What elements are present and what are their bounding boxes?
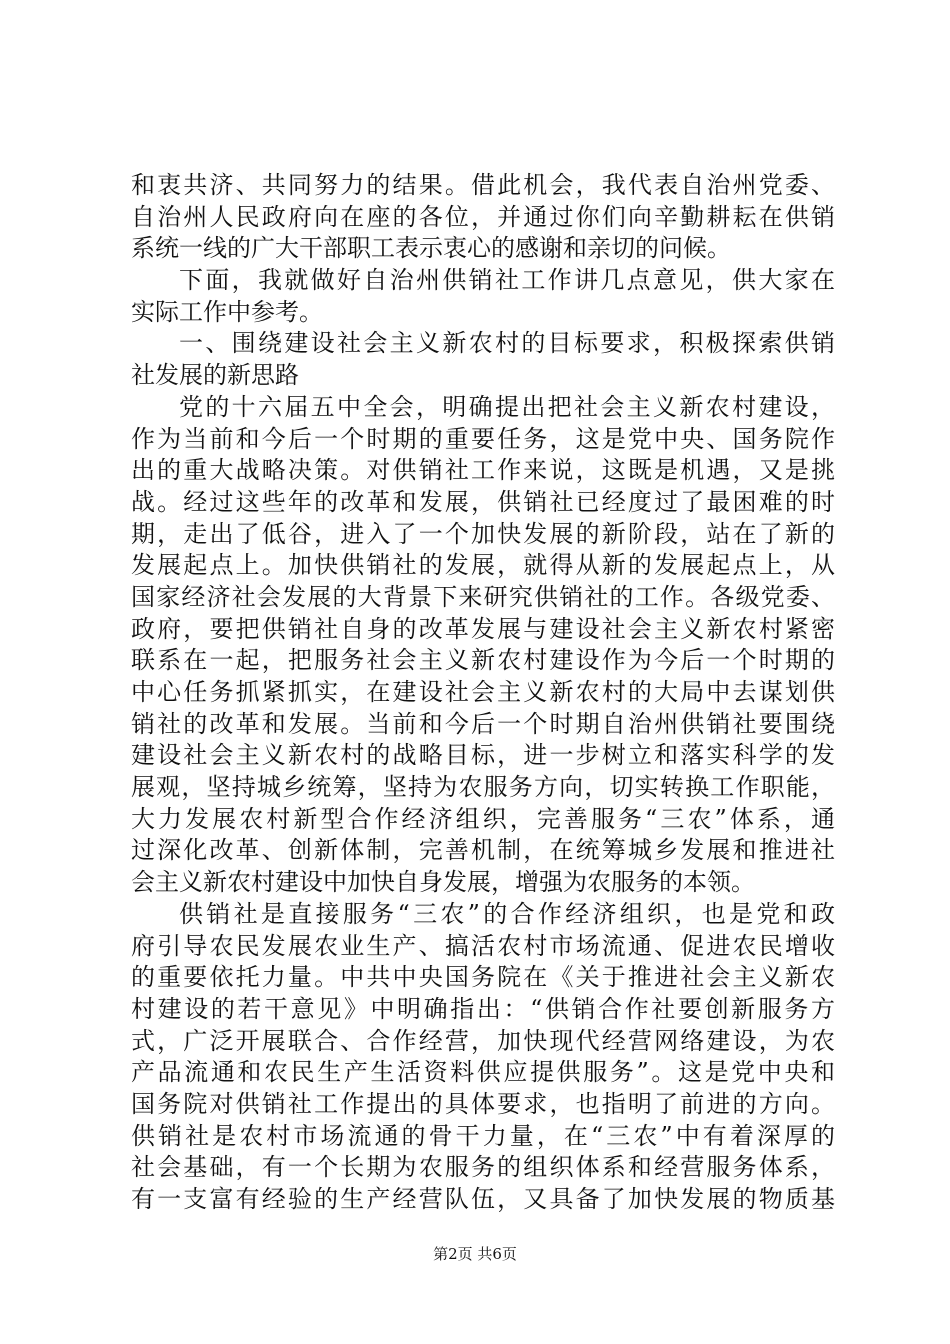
text-line: 村建设的若干意见》中明确指出：“供销合作社要创新服务方: [131, 994, 835, 1023]
text-line: 的重要依托力量。中共中央国务院在《关于推进社会主义新农: [131, 963, 835, 992]
text-line: 和衷共济、共同努力的结果。借此机会，我代表自治州党委、: [131, 171, 835, 199]
text-line: 实际工作中参考。: [131, 297, 323, 326]
text-line: 系统一线的广大干部职工表示衷心的感谢和亲切的问候。: [131, 234, 731, 263]
text-line: 出的重大战略决策。对供销社工作来说，这既是机遇，又是挑: [131, 456, 835, 485]
text-line: 社会基础，有一个长期为农服务的组织体系和经营服务体系，: [131, 1153, 835, 1182]
text-line: 府引导农民发展农业生产、搞活农村市场流通、促进农民增收: [131, 931, 835, 960]
text-line: 供销社是农村市场流通的骨干力量，在“三农”中有着深厚的: [131, 1121, 835, 1150]
text-line: 政府，要把供销社自身的改革发展与建设社会主义新农村紧密: [131, 614, 835, 643]
text-line: 联系在一起，把服务社会主义新农村建设作为今后一个时期的: [131, 646, 835, 675]
text-line: 战。经过这些年的改革和发展，供销社已经度过了最困难的时: [131, 487, 835, 516]
text-line: 供销社是直接服务“三农”的合作经济组织，也是党和政: [179, 899, 835, 928]
text-line: 销社的改革和发展。当前和今后一个时期自治州供销社要围绕: [131, 709, 835, 738]
text-line: 有一支富有经验的生产经营队伍，又具备了加快发展的物质基: [131, 1185, 835, 1213]
text-line: 自治州人民政府向在座的各位，并通过你们向辛勤耕耘在供销: [131, 202, 835, 231]
text-line: 大力发展农村新型合作经济组织，完善服务“三农”体系，通: [131, 804, 835, 833]
text-line: 中心任务抓紧抓实，在建设社会主义新农村的大局中去谋划供: [131, 678, 835, 706]
text-line: 社发展的新思路: [131, 361, 299, 390]
text-line: 建设社会主义新农村的战略目标，进一步树立和落实科学的发: [131, 741, 835, 770]
text-line: 式，广泛开展联合、合作经营，加快现代经营网络建设，为农: [131, 1026, 835, 1055]
document-body: [131, 170, 835, 1216]
text-line: 过深化改革、创新体制，完善机制，在统筹城乡发展和推进社: [131, 836, 835, 865]
text-line: 展观，坚持城乡统筹，坚持为农服务方向，切实转换工作职能，: [131, 773, 835, 802]
text-line: 产品流通和农民生产生活资料供应提供服务”。这是党中央和: [131, 1058, 835, 1087]
text-line: 期，走出了低谷，进入了一个加快发展的新阶段，站在了新的: [131, 519, 835, 548]
text-line: 发展起点上。加快供销社的发展，就得从新的发展起点上，从: [131, 551, 835, 580]
text-line: 国务院对供销社工作提出的具体要求，也指明了前进的方向。: [131, 1089, 835, 1118]
text-line: 下面，我就做好自治州供销社工作讲几点意见，供大家在: [179, 266, 835, 295]
text-line: 会主义新农村建设中加快自身发展，增强为农服务的本领。: [131, 868, 755, 897]
text-line: 国家经济社会发展的大背景下来研究供销社的工作。各级党委、: [131, 582, 835, 611]
text-line: 党的十六届五中全会，明确提出把社会主义新农村建设，: [179, 392, 835, 421]
page-footer: 第2页 共6页: [433, 1245, 517, 1263]
text-line: 一、围绕建设社会主义新农村的目标要求，积极探索供销: [179, 329, 835, 358]
text-line: 作为当前和今后一个时期的重要任务，这是党中央、国务院作: [131, 424, 835, 453]
